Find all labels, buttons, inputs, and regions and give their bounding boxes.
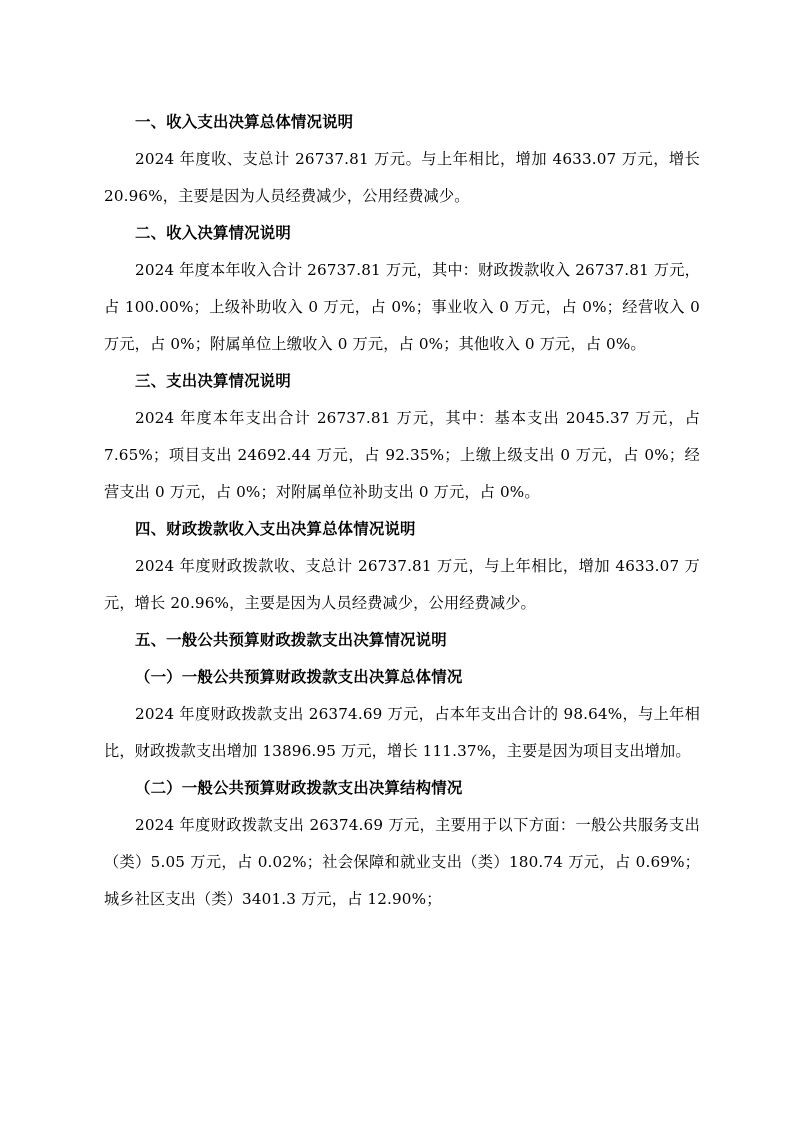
section-heading-3: 三、支出决算情况说明 — [135, 372, 291, 390]
section-paragraph-1-1: 2024 年度收、支总计 26737.81 万元。与上年相比，增加 4633.07 万元，增长 20.96%，主要是因为人员经费减少，公用经费减少。 — [104, 150, 700, 205]
subsection-paragraph-5-2-1: 2024 年度财政拨款支出 26374.69 万元，主要用于以下方面：一般公共服务支出（类）5.05 万元，占 0.02%；社会保障和就业支出（类）180.74 万元，占 0.69%；城乡社区支出（类）3401.3 万元，占 12.90%； — [104, 816, 700, 908]
subsection-heading-5-2: （二）一般公共预算财政拨款支出决算结构情况 — [135, 779, 463, 797]
section-heading-5: 五、一般公共预算财政拨款支出决算情况说明 — [135, 631, 447, 649]
subsection-heading-5-1: （一）一般公共预算财政拨款支出决算总体情况 — [135, 668, 463, 686]
document-body — [104, 104, 700, 918]
subsection-paragraph-5-1-1: 2024 年度财政拨款支出 26374.69 万元，占本年支出合计的 98.64%，与上年相比，财政拨款支出增加 13896.95 万元，增长 111.37%，主要是因为项目支出增加。 — [104, 705, 700, 760]
section-paragraph-4-1: 2024 年度财政拨款收、支总计 26737.81 万元，与上年相比，增加 4633.07 万元，增长 20.96%，主要是因为人员经费减少，公用经费减少。 — [104, 557, 700, 612]
section-heading-1: 一、收入支出决算总体情况说明 — [135, 113, 354, 131]
section-paragraph-2-1: 2024 年度本年收入合计 26737.81 万元，其中：财政拨款收入 26737.81 万元，占 100.00%；上级补助收入 0 万元，占 0%；事业收入 0 万元，占 0%；经营收入 0 万元，占 0%；附属单位上缴收入 0 万元，占 0%；其他收入 0 万元，占 0%。 — [104, 261, 700, 353]
section-paragraph-3-1: 2024 年度本年支出合计 26737.81 万元，其中：基本支出 2045.37 万元，占 7.65%；项目支出 24692.44 万元，占 92.35%；上缴上级支出 0 万元，占 0%；经营支出 0 万元，占 0%；对附属单位补助支出 0 万元，占 0%。 — [104, 409, 700, 501]
section-heading-2: 二、收入决算情况说明 — [135, 224, 291, 242]
section-heading-4: 四、财政拨款收入支出决算总体情况说明 — [135, 520, 416, 538]
